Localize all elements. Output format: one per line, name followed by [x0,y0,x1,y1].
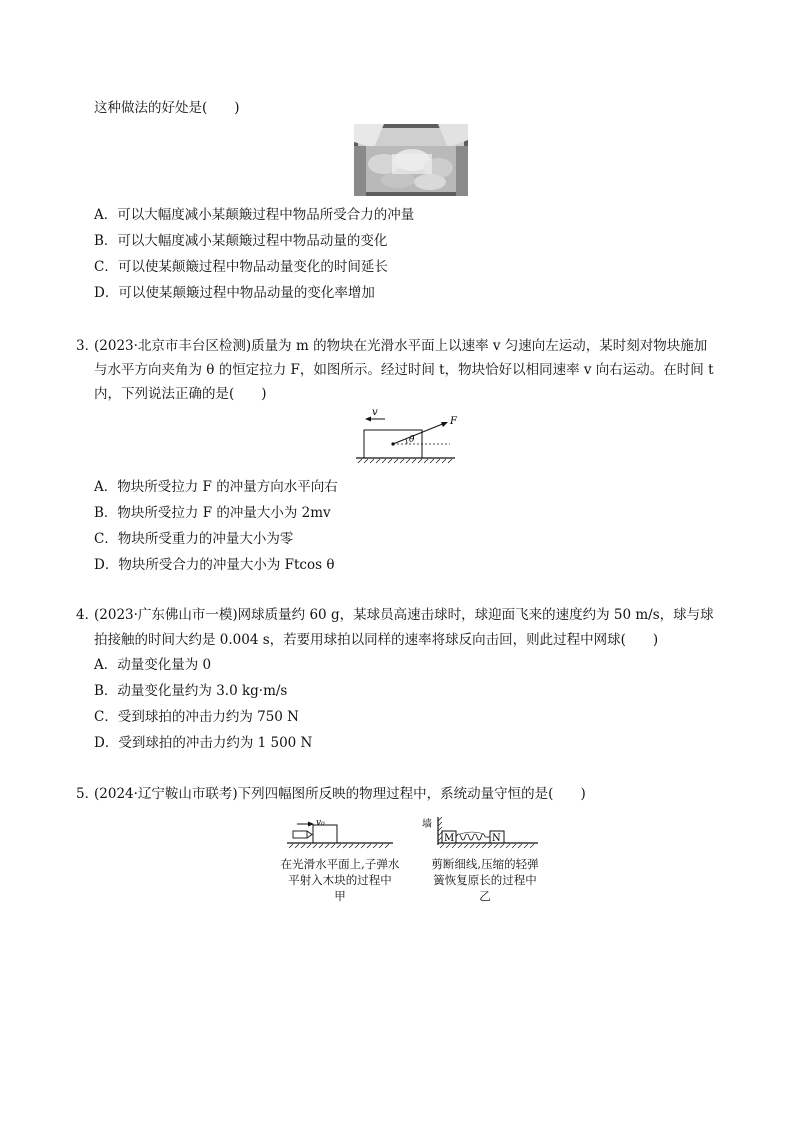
q4-option-a: A．动量变化量为 0 [94,657,212,673]
q3-velocity-label: v [372,407,378,418]
q4-option-d: D．受到球拍的冲击力约为 1 500 N [94,735,313,751]
q3-force-label: F [450,416,457,427]
q5-figure-yi-wall-spring [420,815,540,857]
q3-option-d: D．物块所受合力的冲量大小为 Ftcos θ [94,557,335,573]
q5-figure-jia-bullet-block [285,815,395,857]
q3-figure-block-with-force [350,405,465,465]
q2-option-d: D．可以使某颠簸过程中物品动量的变化率增加 [94,285,375,301]
q2-option-b: B．可以大幅度减小某颠簸过程中物品动量的变化 [94,233,388,249]
q5-stem-line-1: (2024·辽宁鞍山市联考)下列四幅图所反映的物理过程中，系统动量守恒的是( ) [94,786,586,802]
q3-stem-line-2: 与水平方向夹角为 θ 的恒定拉力 F，如图所示。经过时间 t，物块恰好以相同速率 v 向右运动。在时间 t [94,362,714,378]
q2-photo-packing-box [354,124,468,196]
q3-stem-line-3: 内，下列说法正确的是( ) [94,386,267,402]
q5-yi-caption-label: 乙 [479,889,491,903]
q2-option-c: C．可以使某颠簸过程中物品动量变化的时间延长 [94,259,388,275]
q4-number: 4． [76,607,99,623]
q5-number: 5． [76,786,99,802]
q5-jia-caption-label: 甲 [334,889,346,903]
q5-jia-v0-label: v₀ [316,818,325,828]
q5-yi-wall-label: 墙 [422,819,432,830]
q3-stem-line-1: (2023·北京市丰台区检测)质量为 m 的物块在光滑水平面上以速率 v 匀速向左运动，某时刻对物块施加 [94,338,708,354]
q5-yi-m-label: M [444,833,455,844]
q3-theta-label: θ [409,435,415,445]
q4-option-c: C．受到球拍的冲击力约为 750 N [94,709,299,725]
q5-yi-n-label: N [492,833,501,844]
q5-yi-caption-line-1: 剪断细线,压缩的轻弹 [431,857,539,871]
q2-option-a: A．可以大幅度减小某颠簸过程中物品所受合力的冲量 [94,207,415,223]
q5-jia-caption-line-2: 平射入木块的过程中 [288,873,392,887]
q4-option-b: B．动量变化量约为 3.0 kg·m/s [94,683,288,699]
q3-option-c: C．物块所受重力的冲量大小为零 [94,531,294,547]
q3-option-b: B．物块所受拉力 F 的冲量大小为 2mv [94,505,331,521]
q3-number: 3． [76,338,99,354]
q3-option-a: A．物块所受拉力 F 的冲量方向水平向右 [94,479,338,495]
q2-stem-tail: 这种做法的好处是( ) [94,100,240,116]
q4-stem-line-2: 拍接触的时间大约是 0.004 s，若要用球拍以同样的速率将球反向击回，则此过程中网球( ) [94,632,659,648]
q5-yi-caption-line-2: 簧恢复原长的过程中 [433,873,537,887]
q4-stem-line-1: (2023·广东佛山市一模)网球质量约 60 g，某球员高速击球时，球迎面飞来的速度约为 50 m/s，球与球 [94,607,714,623]
q5-jia-caption-line-1: 在光滑水平面上,子弹水 [280,857,400,871]
